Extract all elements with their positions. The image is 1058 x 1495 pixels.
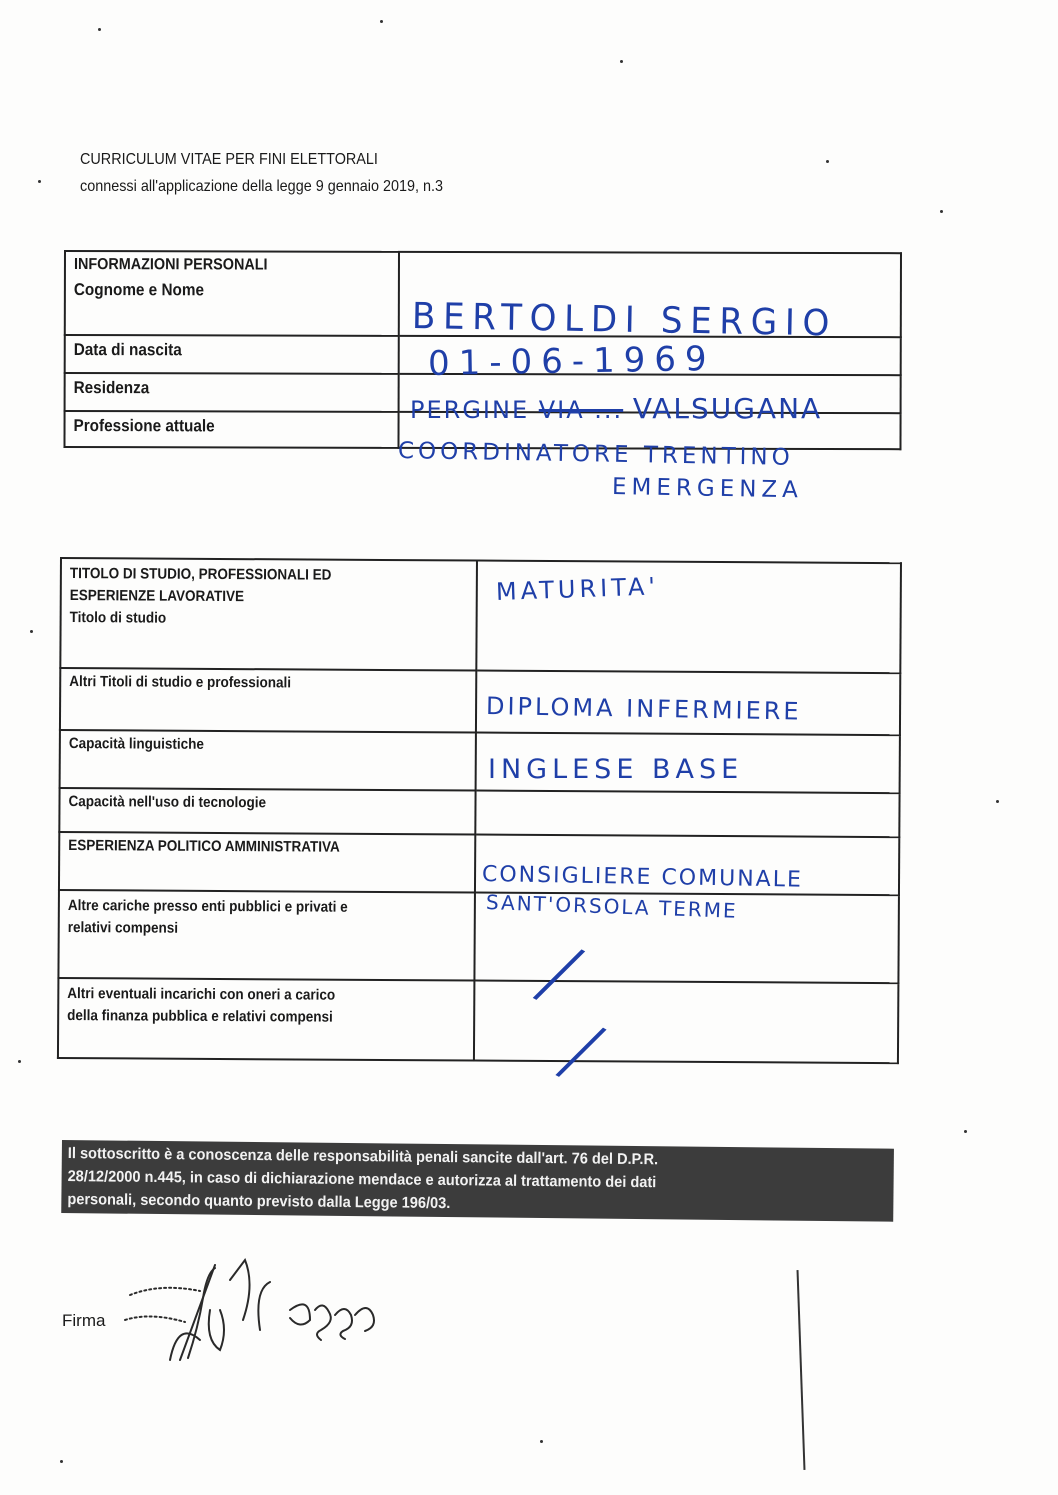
declaration-line-2: 28/12/2000 n.445, in caso di dichiarazione mendace e autorizza al trattamento dei dati — [67, 1168, 657, 1192]
other-tasks-label-1: Altri eventuali incarichi con oneri a carico — [67, 985, 336, 1004]
handwritten-profession-line1: COORDINATORE TRENTINO — [397, 438, 794, 471]
handwritten-name: BERTOLDI SERGIO — [411, 296, 838, 345]
studies-table — [57, 557, 902, 1064]
handwritten-other-roles-dash: / — [526, 925, 599, 1023]
scan-speck — [380, 20, 383, 23]
handwritten-other-titles: DIPLOMA INFERMIERE — [485, 692, 802, 726]
other-tasks-label-2: della finanza pubblica e relativi compensi — [67, 1007, 333, 1026]
tech-value-cell — [475, 791, 899, 838]
handwritten-political-line1: CONSIGLIERE COMUNALE — [481, 862, 804, 893]
degree-label-cell — [60, 558, 477, 671]
other-tasks-label-cell — [58, 978, 474, 1061]
scan-speck — [996, 800, 999, 803]
signature-drawing — [110, 1240, 430, 1380]
scan-speck — [826, 160, 829, 163]
other-roles-label-1: Altre cariche presso enti pubblici e privati e — [67, 897, 348, 916]
name-label: Cognome e Nome — [73, 280, 204, 300]
languages-label: Capacità linguistiche — [68, 735, 204, 753]
declaration-line-1: Il sottoscritto è a conoscenza delle responsabilità penali sancite dall'art. 76 del D.P.R. — [67, 1145, 659, 1169]
scan-edge-line — [797, 1270, 806, 1470]
political-label-cell — [59, 832, 475, 893]
tech-label-cell — [59, 788, 475, 835]
scan-speck — [38, 180, 41, 183]
handwritten-birth-date: 01-06-1969 — [427, 338, 716, 384]
tech-label: Capacità nell'uso di tecnologie — [68, 793, 267, 812]
other-roles-label-2: relativi compensi — [67, 919, 179, 937]
residence-label: Residenza — [73, 378, 150, 398]
languages-label-cell — [60, 730, 476, 791]
scan-speck — [98, 28, 101, 31]
handwritten-degree: MATURITA' — [495, 572, 660, 606]
scan-speck — [30, 630, 33, 633]
scan-speck — [18, 1060, 21, 1063]
profession-label-cell — [64, 411, 398, 448]
birth-label: Data di nascita — [73, 340, 182, 360]
scan-speck — [940, 210, 943, 213]
other-roles-label-cell — [58, 890, 475, 981]
signature-label: Firma — [62, 1311, 106, 1330]
handwritten-other-tasks-dash: / — [548, 1005, 619, 1100]
handwritten-profession-line2: EMERGENZA — [611, 474, 804, 504]
handwritten-languages: INGLESE BASE — [488, 754, 744, 785]
other-titles-label-cell — [60, 668, 476, 733]
scan-speck — [620, 60, 623, 63]
residence-city: PERGINE — [410, 396, 530, 424]
political-label: ESPERIENZA POLITICO AMMINISTRATIVA — [68, 837, 340, 856]
header-subtitle: connessi all'applicazione della legge 9 gennaio 2019, n.3 — [80, 178, 444, 195]
residence-struck-text: VIA ... — [538, 396, 624, 424]
header-title: CURRICULUM VITAE PER FINI ELETTORALI — [80, 151, 378, 168]
handwritten-residence — [410, 392, 822, 425]
personal-section-title: INFORMAZIONI PERSONALI — [73, 256, 268, 274]
scan-speck — [964, 1130, 967, 1133]
residence-label-cell — [65, 373, 399, 412]
scan-speck — [540, 1440, 543, 1443]
handwritten-political-line2: SANT'ORSOLA TERME — [485, 890, 739, 923]
name-label-cell — [65, 251, 399, 336]
declaration-line-3: personali, secondo quanto previsto dalla Legge 196/03. — [67, 1191, 451, 1213]
profession-label: Professione attuale — [73, 416, 215, 436]
residence-area: VALSUGANA — [632, 392, 823, 425]
other-titles-label: Altri Titoli di studio e professionali — [69, 673, 292, 692]
legal-declaration — [61, 1140, 894, 1222]
studies-section-title-2: ESPERIENZE LAVORATIVE — [69, 587, 245, 606]
birth-label-cell — [65, 335, 399, 374]
studies-section-title-1: TITOLO DI STUDIO, PROFESSIONALI ED — [69, 565, 332, 584]
document-header — [80, 146, 443, 200]
scan-speck — [60, 1460, 63, 1463]
degree-label: Titolo di studio — [69, 609, 167, 627]
